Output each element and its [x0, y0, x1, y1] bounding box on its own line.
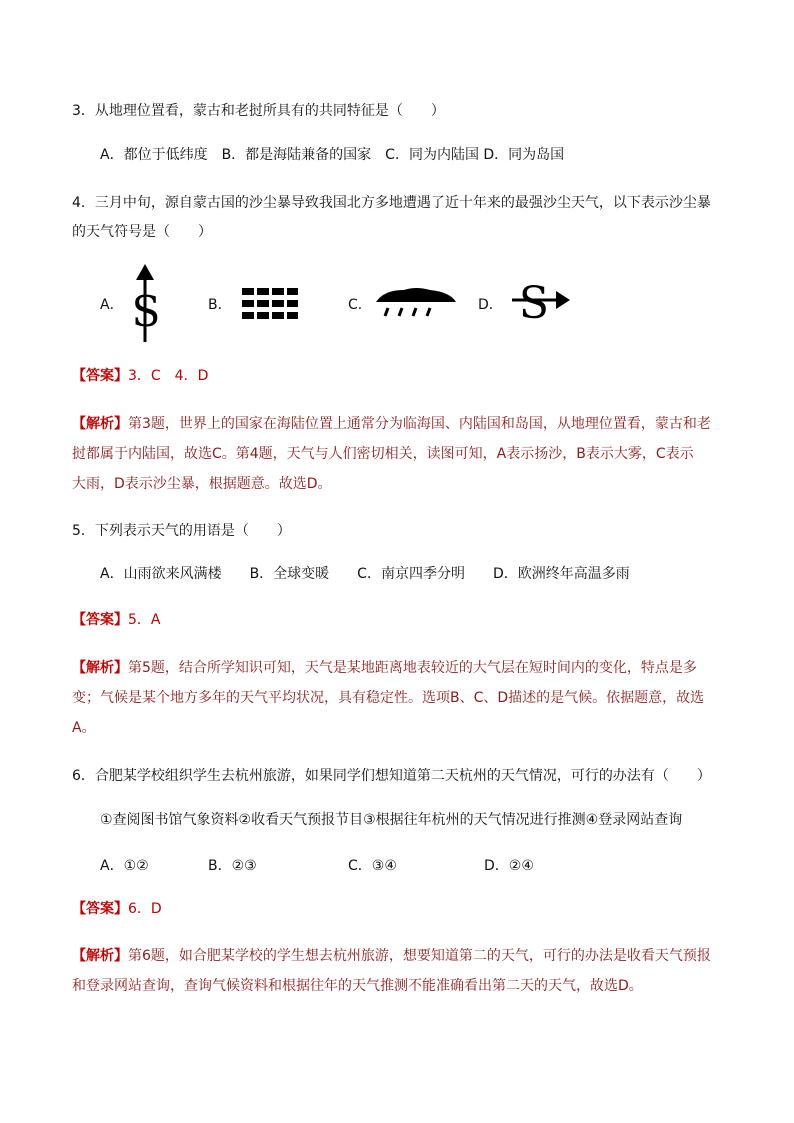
analysis-q5-line1 — [72, 658, 697, 678]
analysis-text: 第6题，如合肥某学校的学生想去杭州旅游，想要知道第二的天气，可行的办法是收看天气预报 — [128, 948, 711, 964]
answer-q6 — [72, 899, 162, 919]
fog-icon — [242, 288, 298, 322]
answer-text: 3．C 4．D — [128, 368, 209, 384]
option-a-label: A． — [100, 297, 124, 313]
option-b-label: B． — [208, 297, 232, 313]
weather-symbol-options — [0, 262, 794, 344]
sandstorm-icon — [510, 276, 572, 326]
analysis-text: 第3题，世界上的国家在海陆位置上通常分为临海国、内陆国和岛国，从地理位置看，蒙古和老 — [128, 416, 711, 432]
question-6-methods: ①查阅图书馆气象资料②收看天气预报节目③根据往年杭州的天气情况进行推测④登录网站查询 — [100, 812, 683, 828]
analysis-tag: 【解析】 — [72, 948, 128, 964]
analysis-q6-line1 — [72, 946, 711, 966]
svg-text:S: S — [131, 287, 161, 336]
answer-tag: 【答案】 — [72, 901, 128, 917]
question-3-options: A．都位于低纬度 B．都是海陆兼备的国家 C．同为内陆国 D．同为岛国 — [100, 147, 565, 163]
analysis-q5-line2: 变；气候是某个地方多年的天气平均状况，具有稳定性。选项B、C、D描述的是气候。依据题意，故选 — [72, 690, 705, 706]
analysis-q6-line2: 和登录网站查询，查询气候资料和根据往年的天气推测不能准确看出第二天的天气，故选D。 — [72, 978, 643, 994]
analysis-q5-line3: A。 — [72, 720, 96, 736]
question-6-option-d: D．②④ — [484, 858, 534, 874]
option-d-label: D． — [478, 297, 503, 313]
analysis-q3-q4-line3: 大雨，D表示沙尘暴，根据题意。故选D。 — [72, 476, 332, 492]
question-6-option-a: A．①② — [100, 858, 149, 874]
analysis-q3-q4-line1 — [72, 414, 711, 434]
analysis-text: 第5题，结合所学知识可知，天气是某地距离地表较近的大气层在短时间内的变化，特点是多 — [128, 660, 697, 676]
heavy-rain-icon — [374, 286, 458, 322]
question-3-stem: 3．从地理位置看，蒙古和老挝所具有的共同特征是（ ） — [72, 103, 445, 119]
blowing-sand-icon — [122, 264, 172, 344]
analysis-q3-q4-line2: 挝都属于内陆国，故选C。第4题，天气与人们密切相关，读图可知，A表示扬沙，B表示大雾，C表示 — [72, 446, 694, 462]
question-6-option-c: C．③④ — [348, 858, 397, 874]
question-6-stem: 6．合肥某学校组织学生去杭州旅游，如果同学们想知道第二天杭州的天气情况，可行的办法有（ ） — [72, 768, 711, 784]
answer-tag: 【答案】 — [72, 368, 128, 384]
option-c-label: C． — [348, 297, 372, 313]
answer-text: 6．D — [128, 901, 162, 917]
question-4-stem-line2: 的天气符号是（ ） — [72, 224, 212, 240]
question-6-option-b: B．②③ — [208, 858, 257, 874]
answer-text: 5．A — [128, 612, 161, 628]
analysis-tag: 【解析】 — [72, 416, 128, 432]
answer-tag: 【答案】 — [72, 612, 128, 628]
svg-text:S: S — [518, 278, 550, 326]
question-5-stem: 5．下列表示天气的用语是（ ） — [72, 523, 291, 539]
question-5-options: A．山雨欲来风满楼 B．全球变暖 C．南京四季分明 D．欧洲终年高温多雨 — [100, 566, 630, 582]
answer-q5 — [72, 610, 160, 630]
answer-q3-q4 — [72, 366, 208, 386]
question-4-stem-line1: 4．三月中旬，源自蒙古国的沙尘暴导致我国北方多地遭遇了近十年来的最强沙尘天气，以下表示沙尘暴 — [72, 195, 711, 211]
analysis-tag: 【解析】 — [72, 660, 128, 676]
